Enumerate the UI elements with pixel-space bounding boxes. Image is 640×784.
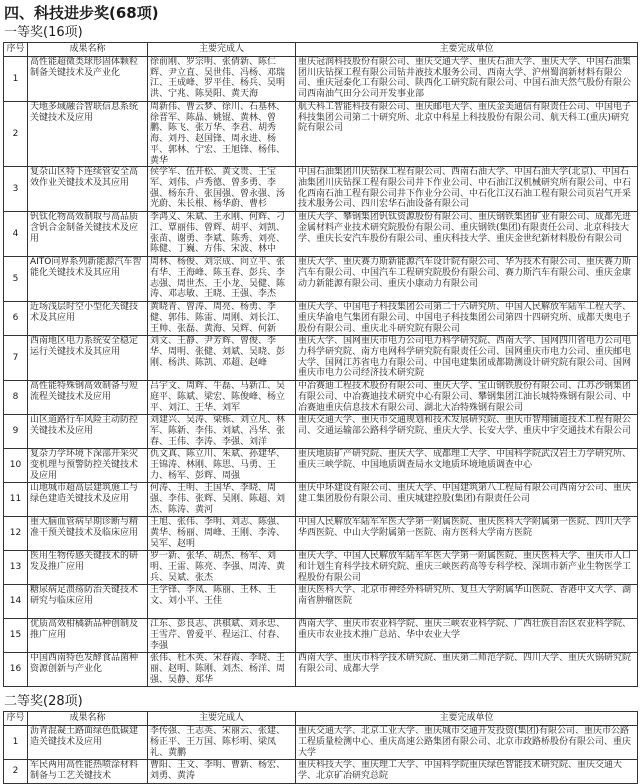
cell-main-people: 黄晓青、曾涛、周亮、杨勇、李健、郭伟、陈雷、周刚、刘长江、王帅、张磊、黄海、吴辉、何新 — [148, 302, 296, 336]
table-row — [4, 619, 638, 653]
cell-main-people: 李鸿义、朱斌、王永刚、何辉、刁江、覃丽伟、曾辉、胡平、刘凯、张苗、谢勇、李斌、陈秀、刘亮、陈健、丁巍、方伟、宋波、林中 — [148, 212, 296, 257]
cell-no: 12 — [4, 517, 28, 551]
cell-no: 14 — [4, 585, 28, 619]
cell-main-units: 中国石油集团川庆钻探工程有限公司、西南石油大学、中国石油大学(北京)、中国石油集团川庆钻探工程有限公司井下作业公司、中石油江汉机械研究所有限公司、中石化西南石油工程有限公司井下作业分公司、中石化江汉石油工程有限公司页岩气开采技术服务公司、四川宏华石油设备有限公司 — [296, 167, 638, 212]
cell-no: 7 — [4, 336, 28, 381]
cell-achievement-name: 钒钛化物高效制取与高品质含钒合金制备关键技术及应用 — [28, 212, 148, 257]
first-prize-body — [4, 57, 638, 687]
header-no: 序号 — [4, 43, 28, 57]
cell-achievement-name: 天地多域融合智联信息系统关键技术及应用 — [28, 102, 148, 167]
cell-main-units: 中国人民解放军陆军军医大学第一附属医院、重庆医科大学附属第一医院、四川大学华西医院、中山大学附属第一医院、南方医科大学南方医院 — [296, 517, 638, 551]
cell-main-people: 罗一新、张华、胡杰、杨军、刘明、王雷、陈亮、李强、周涛、黄兵、吴斌、张杰 — [148, 551, 296, 585]
header-units: 主要完成单位 — [296, 712, 638, 726]
cell-achievement-name: 中国西南特色发酵食品菌种资源创新与产业化 — [28, 653, 148, 687]
table-row — [4, 449, 638, 483]
cell-achievement-name: AITO问界系列新能源汽车智能化关键技术及其应用 — [28, 257, 148, 302]
second-prize-title: 二等奖(28项) — [4, 694, 83, 710]
cell-no: 2 — [4, 102, 28, 167]
table-header-row — [4, 43, 638, 57]
cell-achievement-name: 近场浅层时空小型化关键技术及其应用 — [28, 302, 148, 336]
cell-no: 2 — [4, 760, 28, 784]
cell-main-people: 何涛、王明、王国华、李晓、周强、李伟、张辉、吴刚、陈超、刘杰、陈涛、黄河 — [148, 483, 296, 517]
cell-main-units: 西南大学、重庆市科学技术研究院、重庆第二师范学院、四川大学、重庆火锅研究院有限公司、成都大学 — [296, 653, 638, 687]
cell-main-people: 王旭、张伟、李明、刘志、陈强、黄华、杨丽、周峰、王刚、李涛、吴军、赵明 — [148, 517, 296, 551]
cell-main-units: 西南大学、重庆市农业科学院、重庆三峡农业科学院、广西壮族自治区农业科学院、重庆市农业技术推广总站、华中农业大学 — [296, 619, 638, 653]
cell-achievement-name: 军民两用高性能热喷涂材料制备与工艺关键技术 — [28, 760, 148, 784]
table-row — [4, 167, 638, 212]
cell-main-people: 周林、杨俊、刘宗成、向立平、张有华、王海峰、陈玉春、彭兵、李志强、周世杰、王小龙、吴健、陈涛、邓志敏、王晓、王强、李杰 — [148, 257, 296, 302]
cell-no: 8 — [4, 381, 28, 415]
cell-main-units: 重庆交通大学、北京工业大学、重庆城市交通开发投资(集团)有限公司、重庆市公路工程质量检测中心、重庆高速公路集团有限公司、北京市政路桥股份有限公司、重庆大学 — [296, 726, 638, 760]
cell-achievement-name: 优质高效柑橘新品种创制及推广应用 — [28, 619, 148, 653]
cell-achievement-name: 复杂力学环境下深部开采灾变机理与预警防控关键技术及应用 — [28, 449, 148, 483]
table-row — [4, 517, 638, 551]
table-row — [4, 336, 638, 381]
cell-achievement-name: 山区道路行车风险主动防控关键技术及应用 — [28, 415, 148, 449]
table-row — [4, 257, 638, 302]
header-people: 主要完成人 — [148, 712, 296, 726]
cell-no: 1 — [4, 57, 28, 102]
cell-no: 13 — [4, 551, 28, 585]
table-row — [4, 551, 638, 585]
cell-achievement-name: 复杂山区特下连续管安全高效作业关键技术及其应用 — [28, 167, 148, 212]
cell-achievement-name: 糖尿病足溃疡防治关键技术研究与临床应用 — [28, 585, 148, 619]
table-row — [4, 585, 638, 619]
cell-achievement-name: 高性能超微类球形固体颗粒制备关键技术及产业化 — [28, 57, 148, 102]
cell-no: 15 — [4, 619, 28, 653]
cell-main-people: 张伟、杜木英、宋春霞、李晓、王丽、赵明、陈刚、刘杰、杨洋、周强、吴静、郑华 — [148, 653, 296, 687]
table-row — [4, 381, 638, 415]
cell-achievement-name: 沥青混凝土路面绿色低碳建造关键技术及应用 — [28, 726, 148, 760]
cell-no: 9 — [4, 415, 28, 449]
header-people: 主要完成人 — [148, 43, 296, 57]
table-header-row — [4, 712, 638, 726]
cell-main-people: 江东、彭良志、洪棋斌、刘永忠、王雪芹、曾爱平、程运江、付春、李强 — [148, 619, 296, 653]
first-prize-title: 一等奖(16项) — [4, 25, 83, 40]
cell-main-people: 李传强、王志英、宋丽云、张建、杨正平、王万国、陈杉明、梁凤礼、黄鹏 — [148, 726, 296, 760]
header-units: 主要完成单位 — [296, 43, 638, 57]
cell-no: 4 — [4, 212, 28, 257]
cell-no: 1 — [4, 726, 28, 760]
cell-main-units: 重庆交通大学、重庆市交通规划和技术发展研究院、重庆市智翔铺道技术工程有限公司、交通运输部公路科学研究院、重庆大学、长安大学、重庆中宇交通技术有限公司 — [296, 415, 638, 449]
cell-no: 5 — [4, 257, 28, 302]
header-name: 成果名称 — [28, 712, 148, 726]
cell-no: 6 — [4, 302, 28, 336]
cell-main-people: 侯学军、伍开松、黄文贵、王宝军、刘伟、卢秀德、曾多勇、李强、杨东升、张国强、曾永强、汤光蔚、朱长根、杨华蔚、曹杉 — [148, 167, 296, 212]
table-row — [4, 415, 638, 449]
cell-main-units: 航天科工智能科技有限公司、重庆邮电大学、重庆金美通信有限责任公司、中国电子科技集团公司第二十研究所、北京中科星上科技股份有限公司、航天科工(重庆)研究院有限公司 — [296, 102, 638, 167]
cell-main-people: 刘建兴、吴涛、梁栋、刘立凡、林军、陈新、李伟、刘斌、冯华、张春、王伟、李涛、李强、刘洋 — [148, 415, 296, 449]
cell-main-people: 曹阳、王文、李明、曹新、杨宏、刘勇、黄涛 — [148, 760, 296, 784]
cell-achievement-name: 山地城市超高层建筑施工与绿色建造关键技术及应用 — [28, 483, 148, 517]
cell-no: 16 — [4, 653, 28, 687]
header-no: 序号 — [4, 712, 28, 726]
cell-main-units: 重庆冠润科技股份有限公司、重庆交通大学、重庆石油大学、重庆大学、中国石油集团川庆钻探工程有限公司钻井液技术服务公司、西南大学、沪州蜀润新材料有限公司、重庆冠泰化工有限公司、陕西化工研究院有限公司、中国石油天然气股份有限公司西南油气田分公司开发事业部 — [296, 57, 638, 102]
first-prize-table — [3, 42, 638, 687]
cell-main-people: 吕宇文、周辉、牛磊、马新江、吴庭平、陈斌、梁宏、陈俊峰、杨立平、刘江、王华、刘军 — [148, 381, 296, 415]
table-row — [4, 302, 638, 336]
table-row — [4, 212, 638, 257]
table-row — [4, 726, 638, 760]
second-prize-body — [4, 726, 638, 784]
cell-main-units: 重庆医科大学、北京市神经外科研究所、复旦大学附属华山医院、香港中文大学、湖南省肿瘤医院 — [296, 585, 638, 619]
cell-main-units: 重庆大学、攀钢集团钒钛资源股份有限公司、重庆钢铁集团矿业有限公司、成都先进金属材料产业技术研究院股份有限公司、重庆钢铁(集团)有限责任公司、北京科技大学、重庆长安汽车股份有限公司、重庆科技大学、重庆金世纪新材料股份有限公司 — [296, 212, 638, 257]
cell-main-people: 仇文真、陈立川、朱斌、孙建华、王锦涛、林刚、陈思、马勇、王力、杨军、彭辉、周强 — [148, 449, 296, 483]
cell-main-units: 重庆地质矿产研究院、重庆大学、成都理工大学、中国科学院武汉岩土力学研究所、重庆三峡学院、中国地质调查局水文地质环境地质调查中心 — [296, 449, 638, 483]
cell-no: 11 — [4, 483, 28, 517]
cell-main-people: 刘文、王静、尹芳辉、曾俊、李华、周明、张健、刘斌、吴晓、彭刚、杨洪、陈凯、邓超、赵峰 — [148, 336, 296, 381]
cell-no: 10 — [4, 449, 28, 483]
cell-achievement-name: 重大脑血管病早期诊断与精准干预关键技术及临床应用 — [28, 517, 148, 551]
cell-main-units: 重庆大学、中国电子科技集团公司第二十六研究所、中国人民解放军陆军工程大学、重庆华渝电气集团有限公司、中国电子科技集团公司第四十四研究所、成都天奥电子股份有限公司、重庆北斗研究院有限公司 — [296, 302, 638, 336]
table-row — [4, 57, 638, 102]
cell-main-units: 重庆科技大学、重庆理工大学、中国科学院重庆绿色智能技术研究院、重庆交通大学、北京矿冶研究总院 — [296, 760, 638, 784]
cell-main-people: 王学锋、李凤、陈丽、王林、王文、刘小平、王佳 — [148, 585, 296, 619]
header-name: 成果名称 — [28, 43, 148, 57]
cell-main-units: 重庆大学、重庆赛力斯新能源汽车设计院有限公司、华为技术有限公司、重庆赛力斯汽车有限公司、中国汽车工程研究院股份有限公司、赛力斯汽车有限公司、重庆金康动力新能源有限公司、重庆小康动力有限公司 — [296, 257, 638, 302]
cell-achievement-name: 西南地区电力系统安全稳定运行关键技术及其应用 — [28, 336, 148, 381]
cell-achievement-name: 医用生物传感关键技术的研发及推广应用 — [28, 551, 148, 585]
cell-no: 3 — [4, 167, 28, 212]
table-row — [4, 653, 638, 687]
table-row — [4, 760, 638, 784]
cell-main-people: 徐前刚、罗宗明、张倩新、陈仁辉、尹立直、吴世伟、冯杨、邓瑞江、王成峰、罗平佳、杨兵、吴明洪、宁兆、陈昊阳、黄天海 — [148, 57, 296, 102]
table-row — [4, 483, 638, 517]
cell-main-people: 周新伟、曹云梦、徐川、石基林、徐晋军、陈晶、姚锟、黄林、曾鹏、陈飞、张万华、李君、胡秀海、刘丹、赵国锋、周永进、杨平、郭林、宁宏、王旭锋、杨伟、黄华 — [148, 102, 296, 167]
cell-main-units: 重庆大学、国网重庆市电力公司电力科学研究院、西南大学、国网四川省电力公司电力科学研究院、南方电网科学研究院有限责任公司、国网重庆市电力公司、重庆邮电大学、国网江苏省电力有限公司、中国电建集团成都勘测设计研究院有限公司、国网重庆市电力公司经济技术研究院 — [296, 336, 638, 381]
section-title: 四、科技进步奖(68项) — [4, 4, 159, 22]
cell-achievement-name: 高性能特殊钢高效制备与短流程关键技术及应用 — [28, 381, 148, 415]
cell-main-units: 重庆中环建设有限公司、重庆大学、中国建筑第八工程局有限公司西南分公司、重庆建工集团股份有限公司、重庆城建控股(集团)有限责任公司 — [296, 483, 638, 517]
cell-main-units: 重庆大学、中国人民解放军陆军军医大学第一附属医院、重庆医科大学、重庆市人口和计划生育科学技术研究院、重庆三峡医药高等专科学校、深圳市新产业生物医学工程股份有限公司 — [296, 551, 638, 585]
cell-main-units: 中冶赛迪工程技术股份有限公司、重庆大学、宝山钢铁股份有限公司、江苏沙钢集团有限公司、中冶赛迪技术研究中心有限公司、攀钢集团江油长城特殊钢有限公司、中冶赛迪重庆信息技术有限公司、湖北大冶特殊钢有限公司 — [296, 381, 638, 415]
table-row — [4, 102, 638, 167]
second-prize-table — [3, 711, 638, 784]
